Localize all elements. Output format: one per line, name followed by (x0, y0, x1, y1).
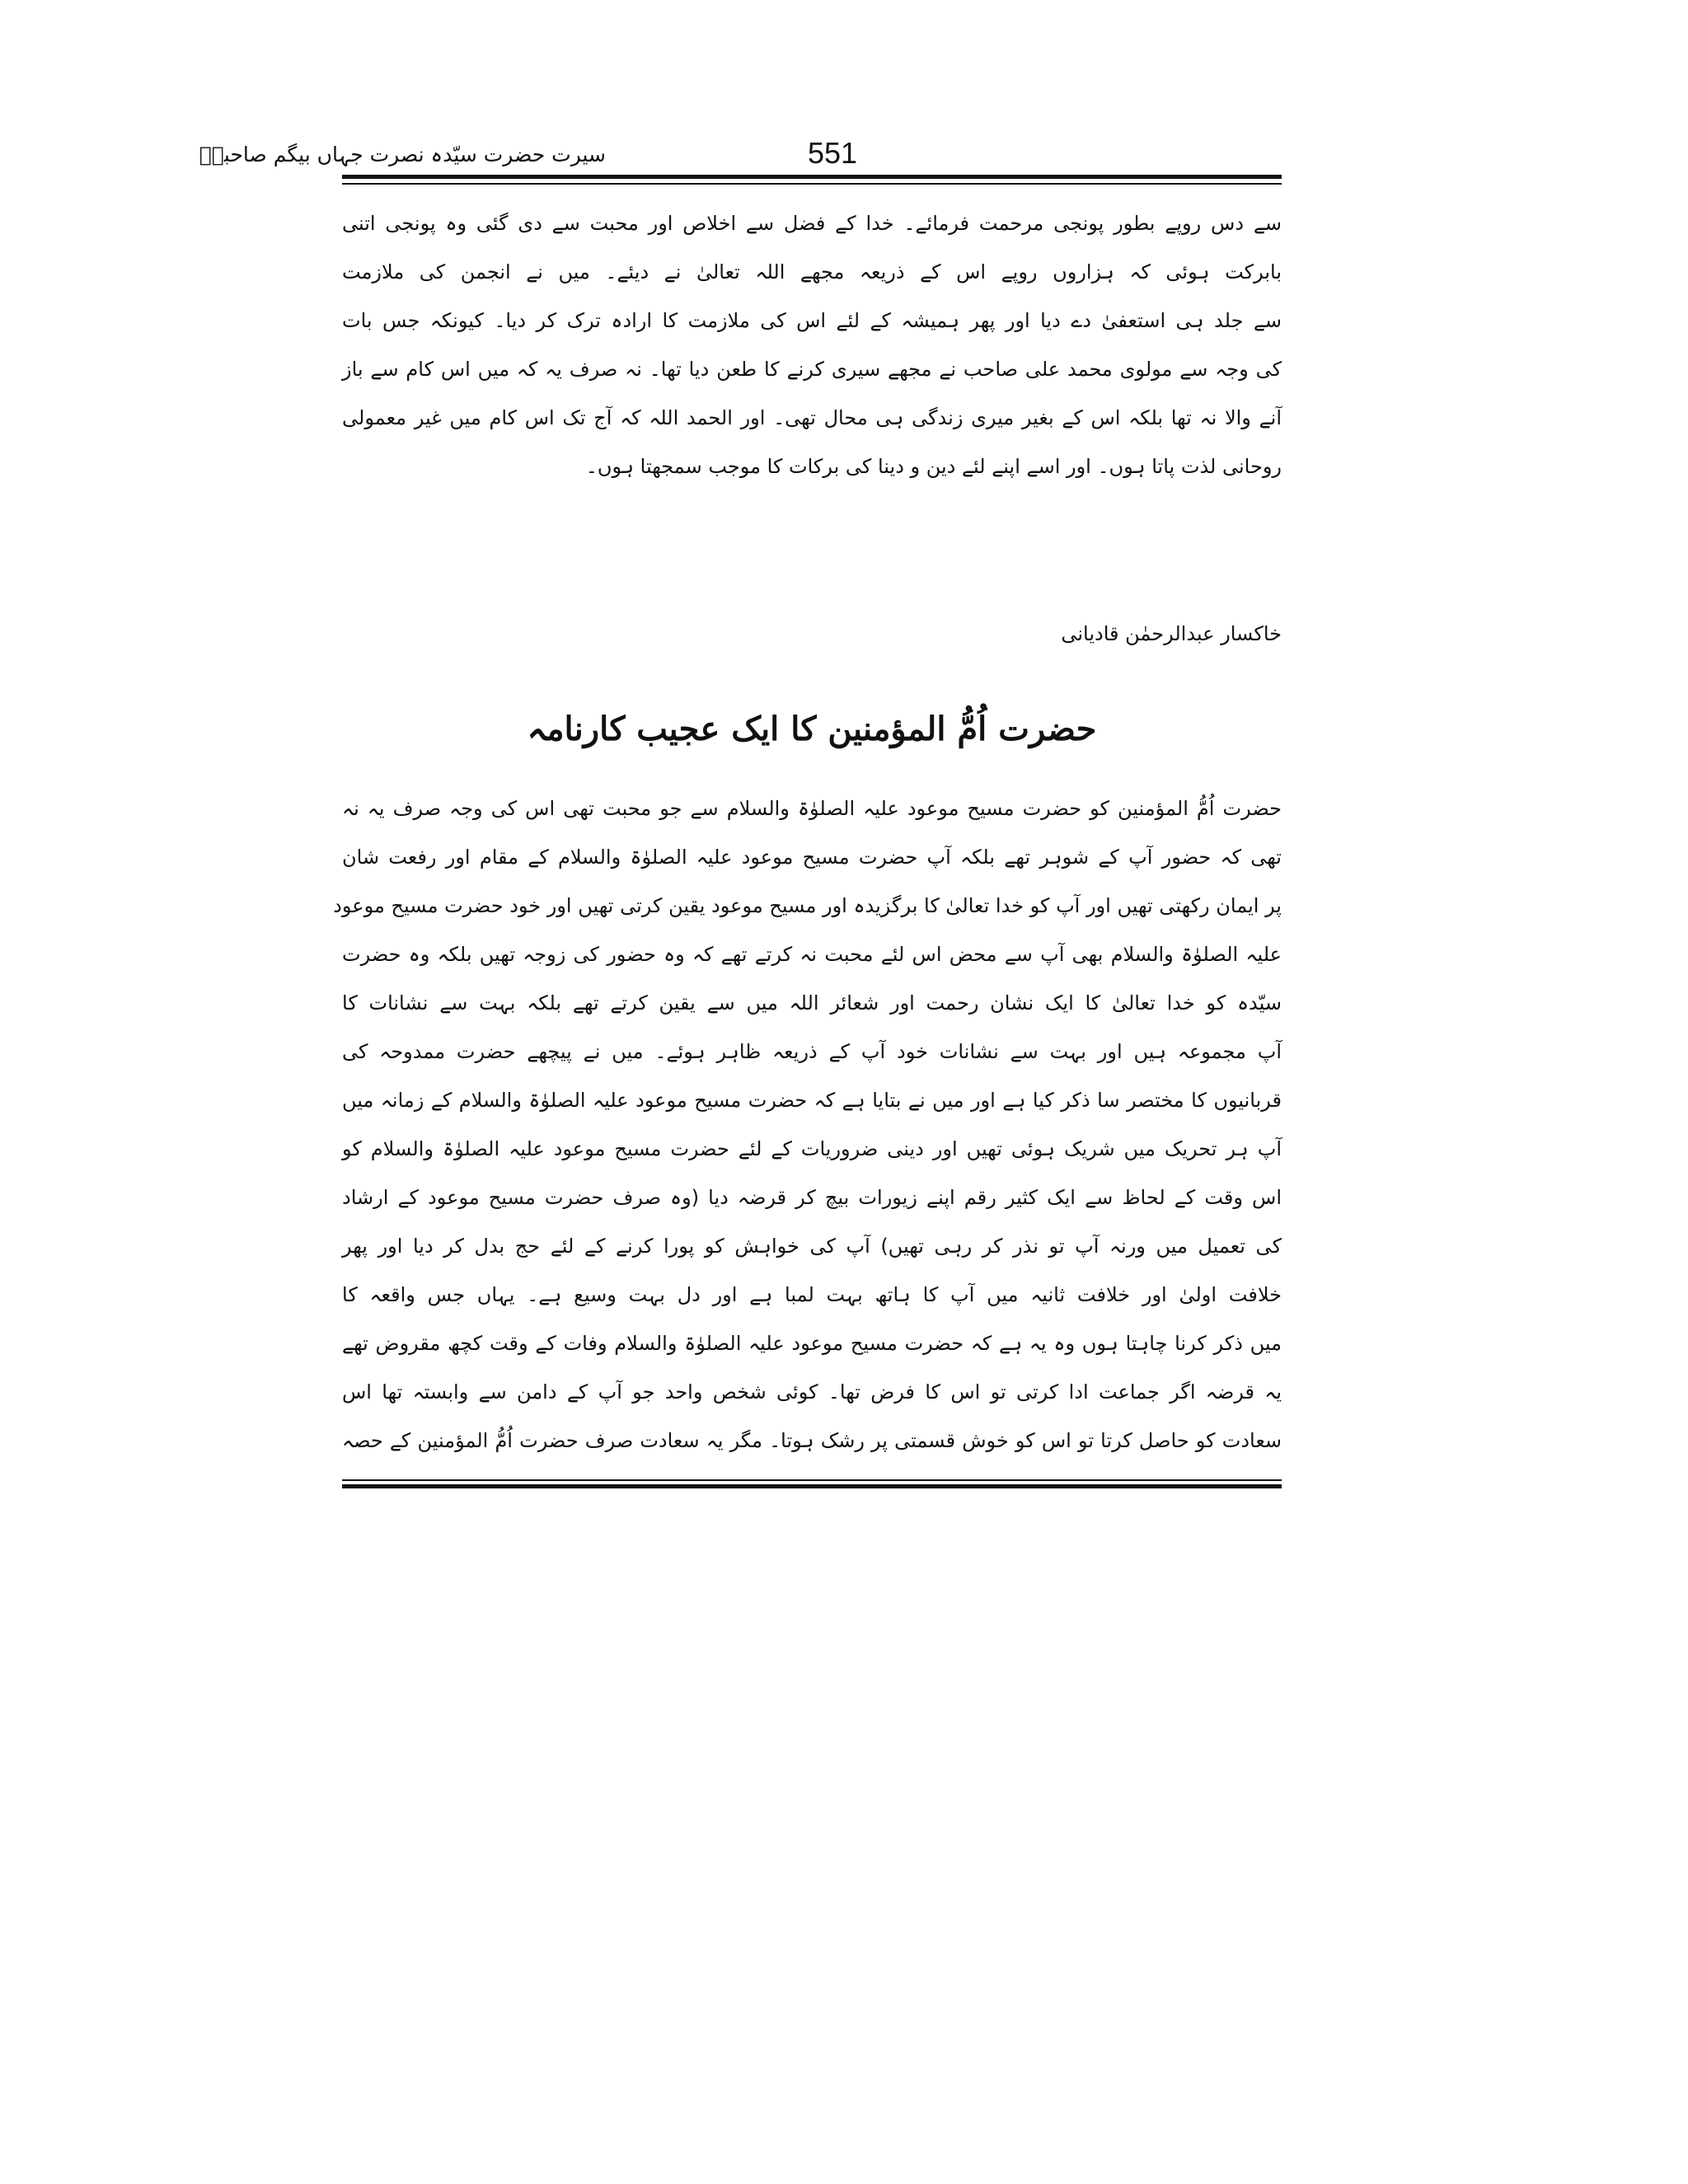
text-line: سے جلد ہی استعفیٰ دے دیا اور پھر ہمیشہ کے لئے اس کی ملازمت کا ارادہ ترک کر دیا۔ کیونکہ جس بات (342, 309, 1282, 332)
header-rule-thin (342, 183, 1282, 185)
footer-rule-thin (342, 1479, 1282, 1481)
text-line: قربانیوں کا مختصر سا ذکر کیا ہے اور میں نے بتایا ہے کہ حضرت مسیح موعود علیہ الصلوٰۃ والسلام کے زمانہ میں (342, 1089, 1282, 1112)
text-line: پر ایمان رکھتی تھیں اور آپ کو خدا تعالیٰ کا برگزیدہ اور مسیح موعود یقین کرتی تھیں اور خود حضرت مسیح موعود (333, 894, 1282, 917)
text-line: سیّدہ کو خدا تعالیٰ کا ایک نشان رحمت اور شعائر اللہ میں سے یقین کرتے تھے بلکہ بہت سے نشانات کا (342, 991, 1282, 1015)
text-line: کی وجہ سے مولوی محمد علی صاحب نے مجھے سیری کرنے کا طعن دیا تھا۔ نہ صرف یہ کہ میں اس کام سے باز (342, 358, 1282, 381)
text-line: سعادت کو حاصل کرتا تو اس کو خوش قسمتی پر رشک ہوتا۔ مگر یہ سعادت صرف حضرت اُمُّ المؤمنین کے حصہ (342, 1429, 1282, 1452)
text-line: تھی کہ حضور آپ کے شوہر تھے بلکہ آپ حضرت مسیح موعود علیہ الصلوٰۃ والسلام کے مقام اور رفعت شان (342, 846, 1282, 869)
paragraph-1 (342, 199, 1282, 491)
text-line: علیہ الصلوٰۃ والسلام بھی آپ سے محض اس لئے محبت نہ کرتے تھے کہ وہ حضور کی زوجہ تھیں بلکہ وہ حضرت (342, 943, 1282, 966)
text-line: آنے والا نہ تھا بلکہ اس کے بغیر میری زندگی ہی محال تھی۔ اور الحمد اللہ کہ آج تک اس کام میں غیر معمولی (342, 406, 1282, 429)
text-line: اس وقت کے لحاظ سے ایک کثیر رقم اپنے زیورات بیچ کر قرضہ دیا (وہ صرف حضرت مسیح موعود کے ارشاد (342, 1186, 1282, 1209)
header-rule-thick (342, 175, 1282, 179)
text-line: بابرکت ہوئی کہ ہزاروں روپے اس کے ذریعہ مجھے اللہ تعالیٰ نے دیئے۔ میں نے انجمن کی ملازمت (342, 260, 1282, 284)
section-heading: حضرت اُمُّ المؤمنین کا ایک عجیب کارنامہ (527, 710, 1097, 748)
text-line: روحانی لذت پاتا ہوں۔ اور اسے اپنے لئے دین و دینا کی برکات کا موجب سمجھتا ہوں۔ (585, 455, 1282, 478)
text-line: خلافت اولیٰ اور خلافت ثانیہ میں آپ کا ہاتھ بہت لمبا ہے اور دل بہت وسیع ہے۔ یہاں جس واقعہ کا (342, 1283, 1282, 1306)
text-line: یہ قرضہ اگر جماعت ادا کرتی تو اس کا فرض تھا۔ کوئی شخص واحد جو آپ کے دامن سے وابستہ تھا اس (342, 1380, 1282, 1404)
page-number: 551 (807, 136, 858, 170)
text-line: کی تعمیل میں ورنہ آپ تو نذر کر رہی تھیں) آپ کی خواہش کو پورا کرنے کے لئے حج بدل کر دیا اور پھر (342, 1235, 1282, 1258)
text-line: آپ ہر تحریک میں شریک ہوئی تھیں اور دینی ضروریات کے لئے حضرت مسیح موعود علیہ الصلوٰۃ والسلام کو (342, 1137, 1282, 1160)
text-line: آپ مجموعہ ہیں اور بہت سے نشانات خود آپ کے ذریعہ ظاہر ہوئے۔ میں نے پیچھے حضرت ممدوحہ کی (342, 1040, 1282, 1063)
signature: خاکسار عبدالرحمٰن قادیانی (1061, 622, 1282, 645)
running-title: سیرت حضرت سیّدہ نصرت جہاں بیگم صاحبہؓ (199, 143, 606, 166)
text-line: سے دس روپے بطور پونجی مرحمت فرمائے۔ خدا کے فضل سے اخلاص اور محبت سے دی گئی وہ پونجی اتنی (342, 212, 1282, 235)
paragraph-2 (333, 785, 1282, 1465)
text-line: میں ذکر کرنا چاہتا ہوں وہ یہ ہے کہ حضرت مسیح موعود علیہ الصلوٰۃ والسلام وفات کے وقت کچھ مقروض تھے (342, 1332, 1282, 1355)
text-line: حضرت اُمُّ المؤمنین کو حضرت مسیح موعود علیہ الصلوٰۃ والسلام سے جو محبت تھی اس کی وجہ صرف یہ نہ (342, 797, 1282, 820)
footer-rule-thick (342, 1484, 1282, 1488)
